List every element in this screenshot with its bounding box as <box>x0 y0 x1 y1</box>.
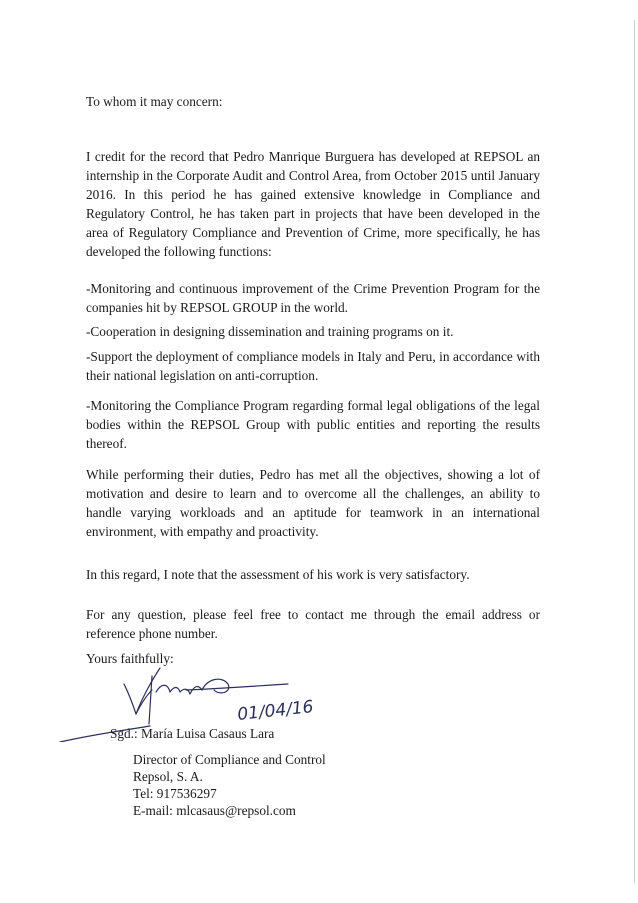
function-item-1: -Monitoring and continuous improvement of the Crime Prevention Program for the companies hit by REPSOL GROUP in the world. <box>86 281 540 315</box>
handwritten-date: 01/04/16 <box>236 697 315 725</box>
function-item-3: -Support the deployment of compliance models in Italy and Peru, in accordance with their national legislation on anti-corruption. <box>86 349 540 383</box>
signer-company: Repsol, S. A. <box>133 769 203 784</box>
closing-line: Yours faithfully: <box>86 651 174 666</box>
contact-paragraph: For any question, please feel free to contact me through the email address or reference phone number. <box>86 607 540 641</box>
function-item-4: -Monitoring the Compliance Program regarding formal legal obligations of the legal bodies within the REPSOL Group with public entities and reporting the results thereof. <box>86 398 540 451</box>
function-item-2: -Cooperation in designing dissemination and training programs on it. <box>86 324 454 339</box>
signer-email: E-mail: mlcasaus@repsol.com <box>133 803 296 818</box>
signer-details <box>133 751 326 819</box>
greeting: To whom it may concern: <box>86 94 223 109</box>
signer-phone: Tel: 917536297 <box>133 786 217 801</box>
signer-title: Director of Compliance and Control <box>133 752 326 767</box>
signed-line: Sgd.: María Luisa Casaus Lara <box>110 726 275 741</box>
page-edge-line <box>634 20 635 883</box>
performance-paragraph: While performing their duties, Pedro has met all the objectives, showing a lot of motivation and desire to learn and to overcome all the challenges, an ability to handle varying workloads and an aptitude for teamwork in an international environment, with empathy and proactivity. <box>86 467 540 539</box>
intro-paragraph: I credit for the record that Pedro Manrique Burguera has developed at REPSOL an internship in the Corporate Audit and Control Area, from October 2015 until January 2016. In this period he has gained extensive knowledge in Compliance and Regulatory Control, he has taken part in projects that have been developed in the area of Regulatory Compliance and Prevention of Crime, more specifically, he has developed the following functions: <box>86 149 540 259</box>
assessment-paragraph: In this regard, I note that the assessment of his work is very satisfactory. <box>86 567 470 582</box>
